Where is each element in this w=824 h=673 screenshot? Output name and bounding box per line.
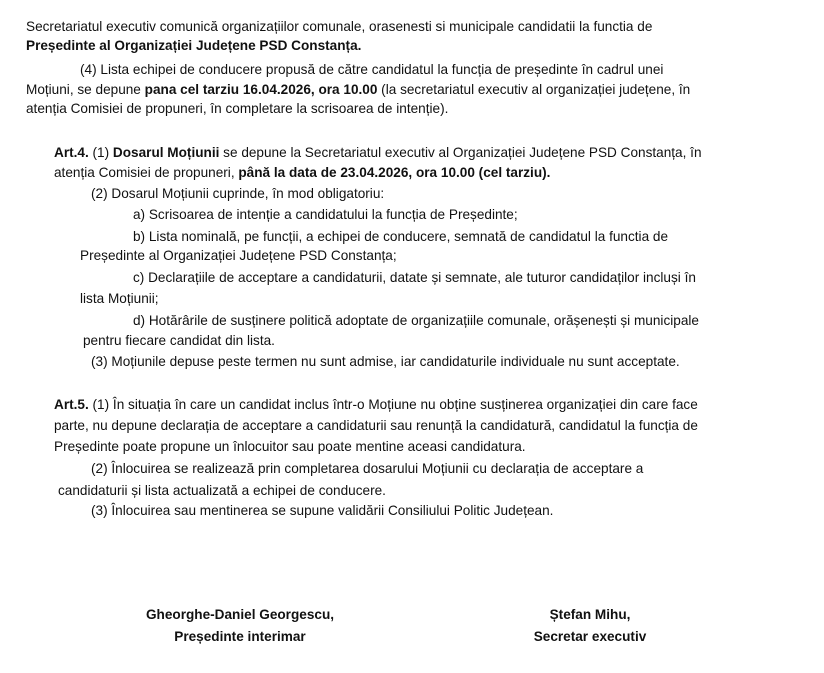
- article-5-line: parte, nu depune declarația de acceptare a candidaturii sau renunță la candidatură, candidatul la funcția de: [54, 418, 698, 433]
- list-item-a: a) Scrisoarea de intenție a candidatului la funcția de Președinte;: [133, 207, 518, 222]
- paragraph-4-line: (4) Lista echipei de conducere propusă de către candidatul la funcția de președinte în cadrul unei: [80, 62, 664, 77]
- list-item-b-continued: Președinte al Organizației Județene PSD Constanța;: [80, 248, 397, 263]
- signer-title: Secretar executiv: [533, 629, 647, 644]
- article-4-paragraph-2: (2) Dosarul Moțiunii cuprinde, în mod obligatoriu:: [91, 186, 385, 201]
- paragraph-4-line: Moțiuni, se depune pana cel tarziu 16.04.2026, ora 10.00 (la secretariatul executiv al organizației județene, în: [26, 82, 691, 97]
- paragraph-4-line: atenția Comisiei de propuneri, în completare la scrisoarea de intenție).: [26, 101, 449, 116]
- article-5-paragraph-2: (2) Înlocuirea se realizează prin completarea dosarului Moțiunii cu declarația de acceptare a: [91, 461, 644, 476]
- article-4-line: atenția Comisiei de propuneri, până la data de 23.04.2026, ora 10.00 (cel tarziu).: [54, 165, 551, 180]
- article-5-line: Președinte poate propune un înlocuitor sau poate mentine aceasi candidatura.: [54, 439, 526, 454]
- intro-line-bold: Președinte al Organizației Județene PSD Constanța.: [26, 38, 362, 53]
- list-item-d-continued: pentru fiecare candidat din lista.: [83, 333, 275, 348]
- list-item-c-continued: lista Moțiunii;: [80, 291, 159, 306]
- list-item-d: d) Hotărârile de susținere politică adoptate de organizațiile comunale, orășenești și municipale: [133, 313, 699, 328]
- signature-right: [490, 604, 690, 648]
- article-4-paragraph-3: (3) Moțiunile depuse peste termen nu sunt admise, iar candidaturile individuale nu sunt acceptate.: [91, 354, 680, 369]
- article-5-paragraph-3: (3) Înlocuirea sau mentinerea se supune validării Consiliului Politic Județean.: [91, 503, 554, 518]
- list-item-b: b) Lista nominală, pe funcții, a echipei de conducere, semnată de candidatul la functia de: [133, 229, 669, 244]
- article-4-heading: Art.4.: [54, 145, 89, 160]
- article-5-line: Art.5. (1) În situația în care un candidat inclus într-o Moțiune nu obține susținerea organizației din care face: [54, 397, 698, 412]
- article-5-paragraph-2-continued: candidaturii și lista actualizată a echipei de conducere.: [58, 483, 386, 498]
- signature-left: [110, 604, 370, 648]
- list-item-c: c) Declarațiile de acceptare a candidaturii, datate și semnate, ale tuturor candidaților incluși în: [133, 270, 696, 285]
- signer-title: Președinte interimar: [174, 629, 306, 644]
- signer-name: Gheorghe-Daniel Georgescu,: [145, 607, 335, 622]
- article-4-line: Art.4. (1) Dosarul Moțiunii se depune la Secretariatul executiv al Organizației Județene PSD Constanța, în: [54, 145, 702, 160]
- signer-name: Ștefan Mihu,: [549, 607, 631, 622]
- intro-line: Secretariatul executiv comunică organizațiilor comunale, orasenesti si municipale candidatii la functia de: [26, 19, 653, 34]
- article-5-heading: Art.5.: [54, 397, 89, 412]
